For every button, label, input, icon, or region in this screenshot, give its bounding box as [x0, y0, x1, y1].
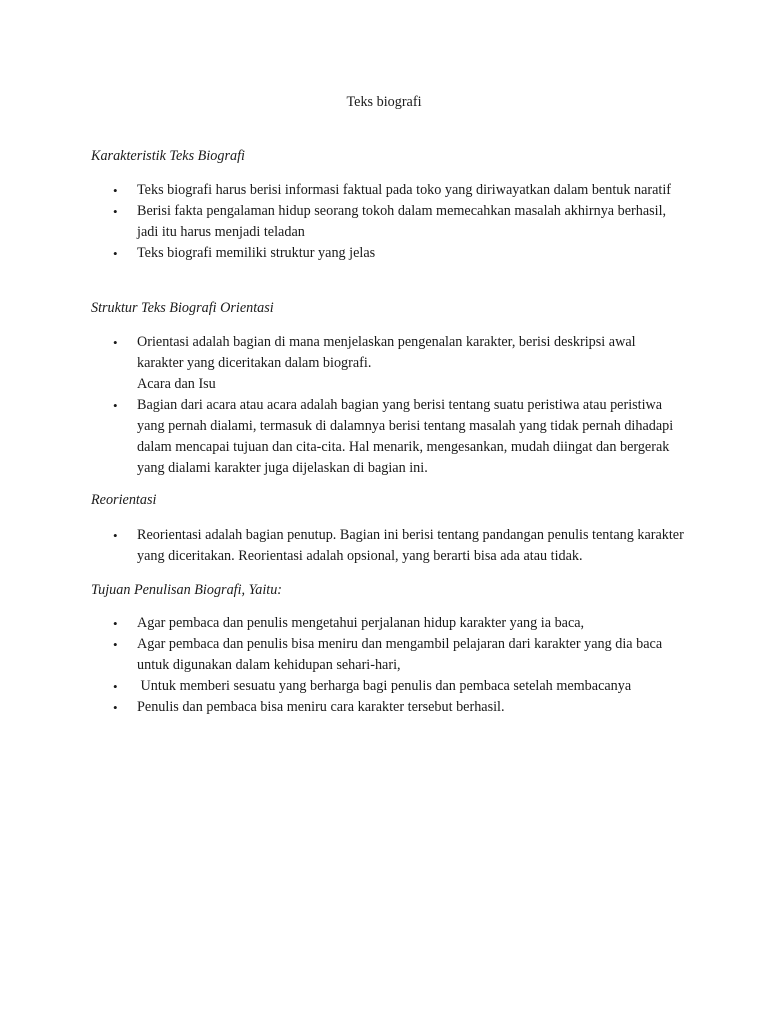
list-item-text: Orientasi adalah bagian di mana menjelaskan pengenalan karakter, berisi deskripsi awal karakter yang diceritakan dalam biografi. [137, 334, 636, 371]
list-item [0, 243, 768, 264]
bullet-icon: • [113, 246, 118, 261]
bullet-icon: • [113, 637, 118, 652]
list-item-text: Berisi fakta pengalaman hidup seorang tokoh dalam memecahkan masalah akhirnya berhasil, jadi itu harus menjadi teladan [137, 203, 667, 240]
bullet-list-reorientasi [0, 525, 768, 567]
list-item-text: Reorientasi adalah bagian penutup. Bagian ini berisi tentang pandangan penulis tentang karakter yang diceritakan. Reorientasi adalah opsional, yang berarti bisa ada atau tidak. [137, 527, 684, 564]
list-item [0, 395, 768, 479]
list-item-text: Agar pembaca dan penulis bisa meniru dan mengambil pelajaran dari karakter yang dia baca untuk digunakan dalam kehidupan sehari-hari, [137, 636, 663, 673]
list-item [0, 634, 768, 676]
list-item [0, 676, 768, 697]
section-heading-karakteristik: Karakteristik Teks Biografi [91, 148, 245, 164]
bullet-icon: • [113, 679, 118, 694]
document-title: Teks biografi [346, 94, 422, 110]
bullet-list-tujuan [0, 613, 768, 718]
list-item [0, 201, 768, 243]
bullet-icon: • [113, 183, 118, 198]
list-item [0, 180, 768, 201]
section-heading-reorientasi: Reorientasi [91, 492, 157, 508]
list-item [0, 525, 768, 567]
bullet-icon: • [113, 335, 118, 350]
list-item-text: Penulis dan pembaca bisa meniru cara karakter tersebut berhasil. [137, 699, 505, 715]
section-heading-tujuan: Tujuan Penulisan Biografi, Yaitu: [91, 582, 283, 598]
bullet-icon: • [113, 616, 118, 631]
list-item-text: Teks biografi harus berisi informasi faktual pada toko yang diriwayatkan dalam bentuk naratif [137, 182, 672, 198]
list-item-text: Agar pembaca dan penulis mengetahui perjalanan hidup karakter yang ia baca, [137, 615, 585, 631]
bullet-icon: • [113, 398, 118, 413]
bullet-icon: • [113, 204, 118, 219]
list-item [0, 613, 768, 634]
list-item-text: Teks biografi memiliki struktur yang jelas [137, 245, 376, 261]
bullet-list-karakteristik [0, 180, 768, 264]
list-item [0, 697, 768, 718]
bullet-list-struktur [0, 332, 768, 479]
bullet-icon: • [113, 700, 118, 715]
bullet-icon: • [113, 528, 118, 543]
list-item-text: Untuk memberi sesuatu yang berharga bagi penulis dan pembaca setelah membacanya [137, 678, 632, 694]
section-heading-struktur: Struktur Teks Biografi Orientasi [91, 300, 274, 316]
list-item-text: Bagian dari acara atau acara adalah bagian yang berisi tentang suatu peristiwa atau peristiwa yang pernah dialami, termasuk di dalamnya berisi tentang masalah yang tidak pernah dihadapi dalam mencapai tujuan dan cita-cita. Hal menarik, mengesankan, mudah diingat dan bergerak yang dialami karakter juga dijelaskan di bagian ini. [137, 397, 674, 476]
list-item [0, 332, 768, 395]
list-item-subline: Acara dan Isu [137, 376, 216, 392]
